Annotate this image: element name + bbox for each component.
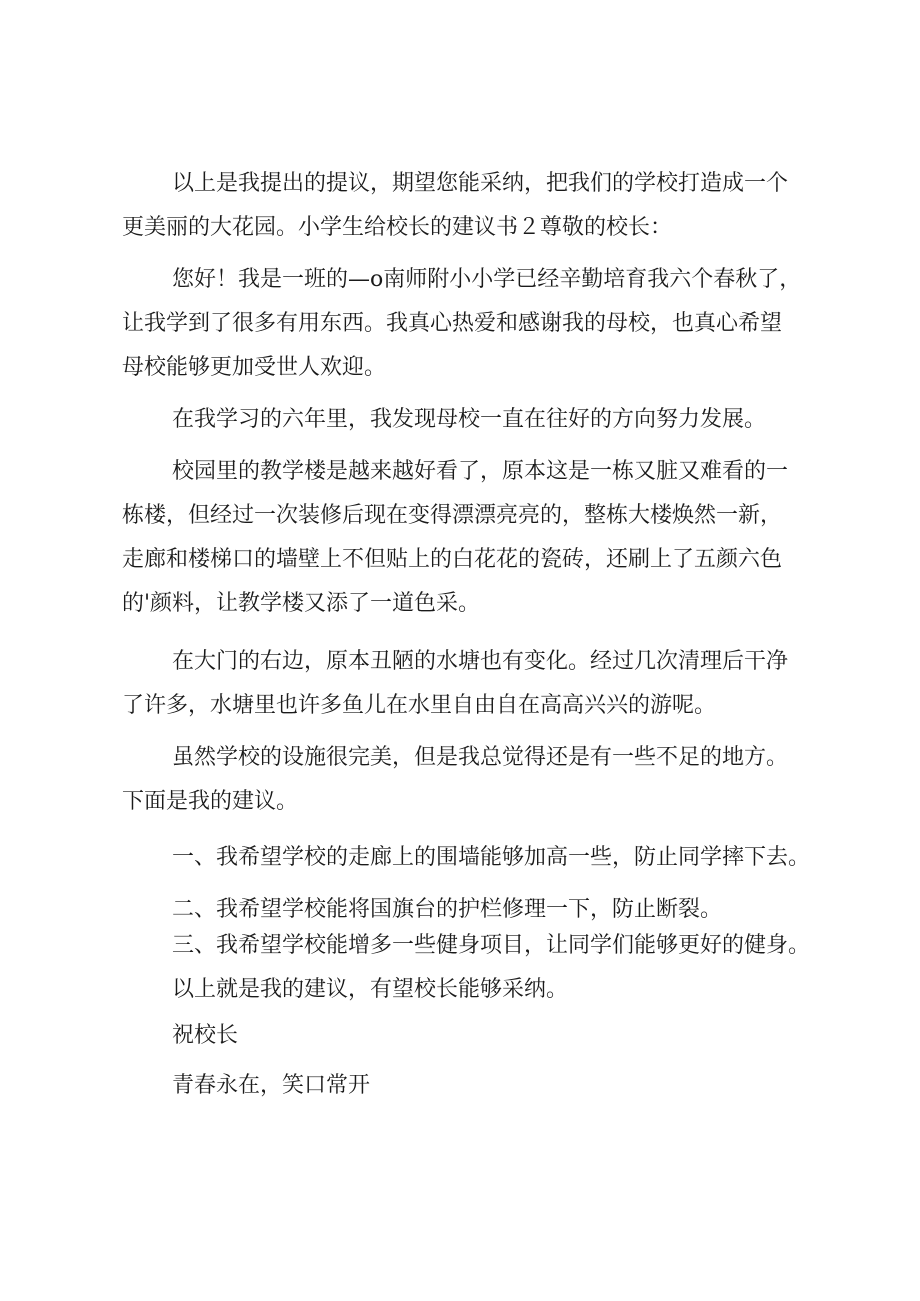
text-line: 了许多，水塘里也许多鱼儿在水里自由自在高高兴兴的游呢。 xyxy=(122,693,717,718)
paragraph-pond xyxy=(122,640,822,728)
text-line: 更美丽的大花园。小学生给校长的建议书２尊敬的校长： xyxy=(122,215,673,240)
text-line: 走廊和楼梯口的墙壁上不但贴上的白花花的瓷砖，还刷上了五颜六色 xyxy=(122,547,783,572)
text-line: 以上就是我的建议，有望校长能够采纳。 xyxy=(172,977,569,1002)
suggestion-item-3 xyxy=(122,924,822,968)
text-line: 一、我希望学校的走廊上的围墙能够加高一些，防止同学摔下去。 xyxy=(172,845,811,870)
text-line: 校园里的教学楼是越来越好看了，原本这是一栋又脏又难看的一 xyxy=(172,459,789,484)
suggestion-item-1 xyxy=(122,836,822,880)
text-line: 的'颜料，让教学楼又添了一道色采。 xyxy=(122,591,481,616)
text-line: 栋楼，但经过一次装修后现在变得漂漂亮亮的，整栋大楼焕然一新， xyxy=(122,503,783,528)
text-line: 虽然学校的设施很完美，但是我总觉得还是有一些不足的地方。 xyxy=(172,745,789,770)
salutation xyxy=(122,1014,822,1058)
text-line: 以上是我提出的提议，期望您能采纳，把我们的学校打造成一个 xyxy=(172,171,789,196)
text-line: 祝校长 xyxy=(172,1023,239,1048)
text-line: 母校能够更加受世人欢迎。 xyxy=(122,355,387,380)
paragraph-six-years xyxy=(122,398,822,442)
text-line: 下面是我的建议。 xyxy=(122,789,299,814)
text-line: 在大门的右边，原本丑陋的水塘也有变化。经过几次清理后干净 xyxy=(172,649,789,674)
paragraph-conclusion xyxy=(122,968,822,1012)
paragraph-teaching-building xyxy=(122,450,822,626)
text-line: 青春永在，笑口常开 xyxy=(172,1073,371,1098)
closing-wish xyxy=(122,1064,822,1108)
paragraph-introduction xyxy=(122,258,822,390)
text-line: 让我学到了很多有用东西。我真心热爱和感谢我的母校，也真心希望 xyxy=(122,311,783,336)
text-line: 三、我希望学校能增多一些健身项目，让同学们能够更好的健身。 xyxy=(172,933,811,958)
paragraph-shortcomings xyxy=(122,736,822,824)
text-line: 在我学习的六年里，我发现母校一直在往好的方向努力发展。 xyxy=(172,407,767,432)
text-line: 二、我希望学校能将国旗台的护栏修理一下，防止断裂。 xyxy=(172,897,723,922)
paragraph-closing-and-greeting xyxy=(122,162,822,250)
text-line: 您好！我是一班的—o南师附小小学已经辛勤培育我六个春秋了， xyxy=(172,267,802,292)
